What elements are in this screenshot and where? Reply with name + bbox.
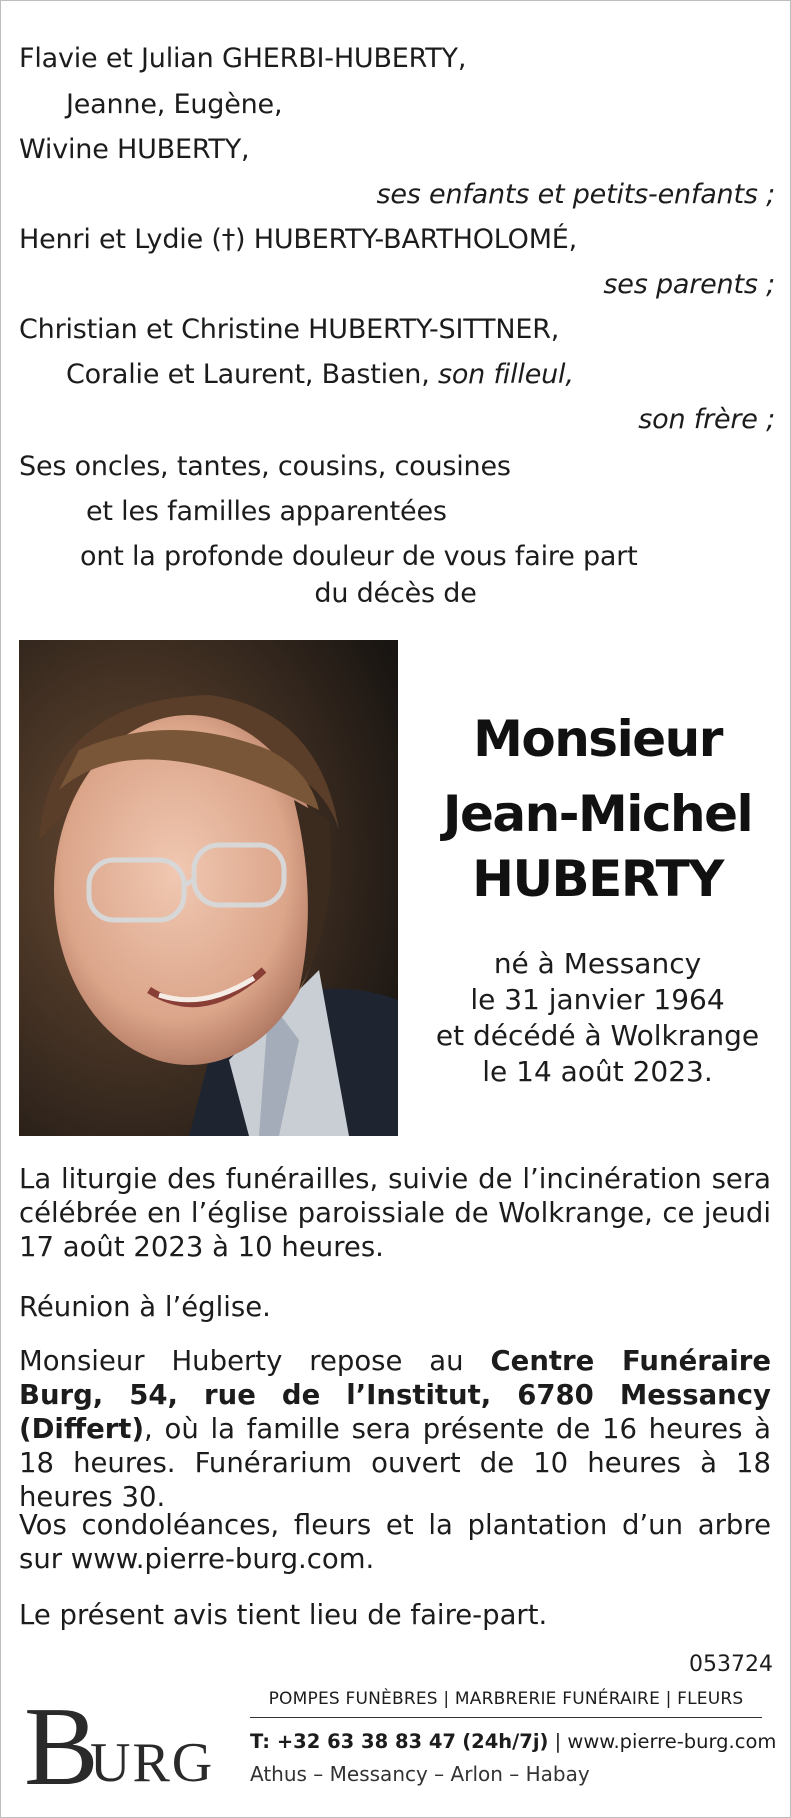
- notice-paragraph: Le présent avis tient lieu de faire-part.: [19, 1599, 548, 1631]
- rest-intro: Monsieur Huberty repose au: [19, 1345, 491, 1377]
- reference-number: 053724: [689, 1652, 773, 1677]
- birth-place: né à Messancy: [493, 947, 702, 980]
- contact-line: [250, 1730, 776, 1753]
- liturgy-paragraph: La liturgie des funérailles, suivie de l’incinération sera célébrée en l’église paroissiale de Wolkrange, ce jeudi 17 août 2023 à 10 heures.: [19, 1163, 771, 1263]
- family-relation-brother: son frère ;: [638, 404, 775, 435]
- deceased-title: Monsieur: [473, 710, 722, 768]
- family-line-10: Ses oncles, tantes, cousins, cousines: [19, 451, 511, 482]
- meeting-paragraph: Réunion à l’église.: [19, 1291, 271, 1323]
- rest-details: , où la famille sera présente de 16 heures à 18 heures. Funérarium ouvert de 10 heures à 18 heures 30.: [19, 1413, 771, 1513]
- website-link[interactable]: www.pierre-burg.com: [567, 1730, 777, 1753]
- death-place: et décédé à Wolkrange: [435, 1019, 760, 1052]
- announcement-line-2: du décès de: [314, 578, 477, 609]
- announcement-line: ont la profonde douleur de vous faire part: [80, 541, 638, 572]
- birth-date: le 31 janvier 1964: [470, 983, 725, 1016]
- family-line-8-names: Coralie et Laurent, Bastien,: [66, 359, 438, 390]
- family-relation-children: ses enfants et petits-enfants ;: [376, 179, 775, 210]
- rest-paragraph: [19, 1344, 771, 1514]
- contact-separator: |: [548, 1730, 568, 1753]
- deceased-first-name: Jean-Michel: [442, 785, 753, 843]
- phone-label: T:: [250, 1730, 277, 1753]
- burg-logo: [24, 1686, 224, 1790]
- family-line-5: Henri et Lydie (†) HUBERTY-BARTHOLOMÉ,: [19, 224, 578, 255]
- towns-line: Athus – Messancy – Arlon – Habay: [250, 1762, 590, 1786]
- svg-text:B: B: [24, 1686, 99, 1790]
- funeral-center-address: Centre Funéraire Burg, 54, rue de l’Institut, 6780 Messancy (Differt): [19, 1345, 771, 1445]
- deceased-photo: [19, 640, 398, 1136]
- family-line-11: et les familles apparentées: [86, 496, 447, 527]
- family-line-8: [66, 358, 574, 392]
- deceased-last-name: HUBERTY: [472, 850, 723, 908]
- family-relation-godson: son filleul,: [438, 359, 574, 390]
- services-line: POMPES FUNÈBRES | MARBRERIE FUNÉRAIRE | FLEURS: [250, 1689, 762, 1718]
- family-line-3: Wivine HUBERTY,: [19, 134, 250, 165]
- family-relation-parents: ses parents ;: [603, 269, 775, 300]
- death-date: le 14 août 2023.: [482, 1055, 713, 1088]
- phone-hours: (24h/7j): [462, 1730, 549, 1753]
- family-line-1: Flavie et Julian GHERBI-HUBERTY,: [19, 43, 467, 74]
- family-line-7: Christian et Christine HUBERTY-SITTNER,: [19, 314, 560, 345]
- svg-text:URG: URG: [90, 1732, 215, 1790]
- condolences-paragraph: Vos condoléances, fleurs et la plantation d’un arbre sur www.pierre-burg.com.: [19, 1509, 771, 1575]
- family-line-2: Jeanne, Eugène,: [66, 89, 283, 120]
- phone-number[interactable]: +32 63 38 83 47: [276, 1730, 457, 1753]
